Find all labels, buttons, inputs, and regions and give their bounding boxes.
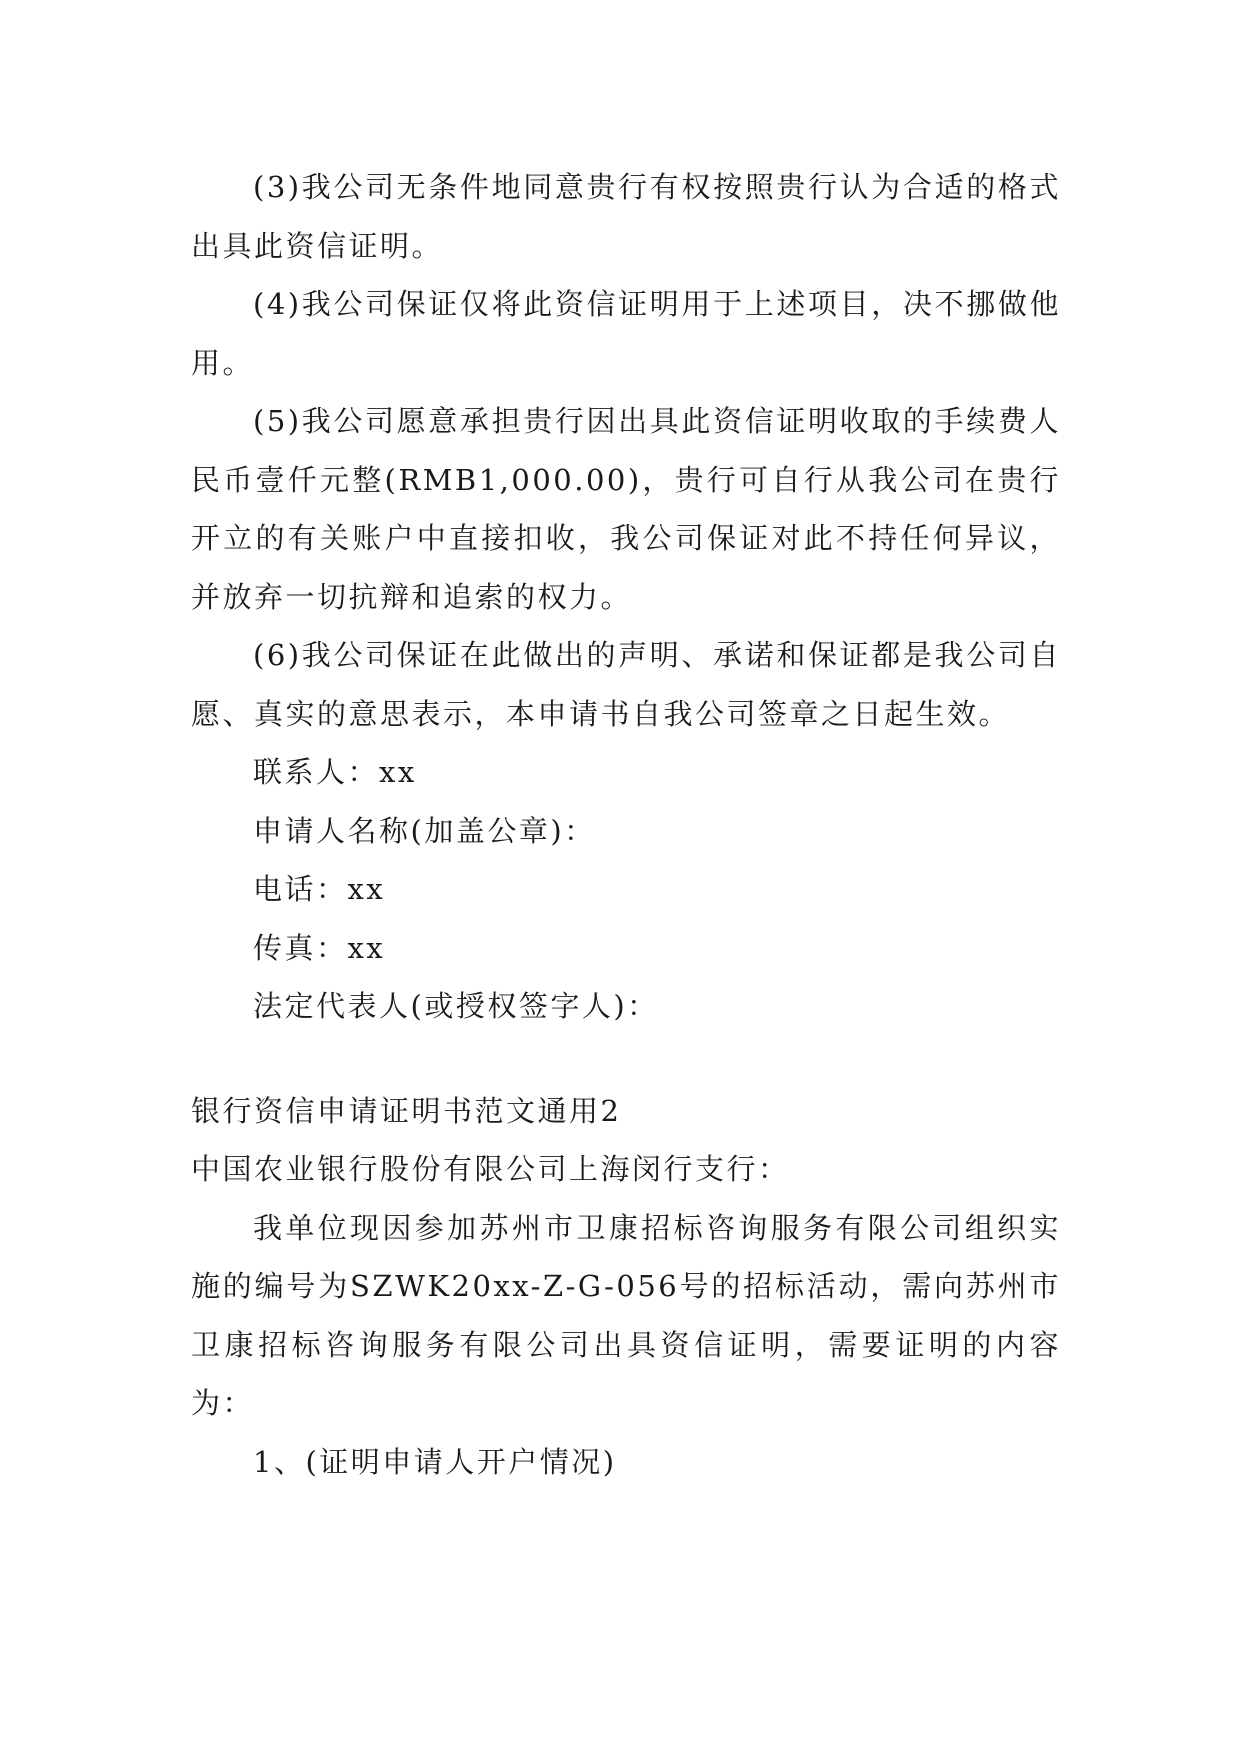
document-body [191,158,1061,1491]
applicant-name-line: 申请人名称(加盖公章)： [253,813,596,848]
addressee-line: 中国农业银行股份有限公司上海闵行支行： [191,1152,790,1186]
clause-5: (5)我公司愿意承担贵行因出具此资信证明收取的手续费人民币壹仟元整(RMB1,000.00)，贵行可自行从我公司在贵行开立的有关账户中直接扣收，我公司保证对此不持任何异议，并放弃一切抗辩和追索的权力。 [191,404,1061,614]
clause-4: (4)我公司保证仅将此资信证明用于上述项目，决不挪做他用。 [191,287,1061,380]
section-spacer [191,1036,1061,1082]
clause-3: (3)我公司无条件地同意贵行有权按照贵行认为合适的格式出具此资信证明。 [191,170,1061,263]
phone-line: 电话：xx [253,872,386,906]
section-body-paragraph: 我单位现因参加苏州市卫康招标咨询服务有限公司组织实施的编号为SZWK20xx-Z-G-056号的招标活动，需向苏州市卫康招标咨询服务有限公司出具资信证明，需要证明的内容为： [191,1210,1061,1420]
contact-line: 联系人：xx [253,755,417,789]
legal-representative-line: 法定代表人(或授权签字人)： [253,989,659,1023]
clause-6: (6)我公司保证在此做出的声明、承诺和保证都是我公司自愿、真实的意思表示，本申请书自我公司签章之日起生效。 [191,638,1061,731]
fax-line: 传真：xx [253,930,386,965]
section-title: 银行资信申请证明书范文通用2 [191,1093,622,1128]
list-item-1: 1、(证明申请人开户情况) [253,1444,617,1479]
